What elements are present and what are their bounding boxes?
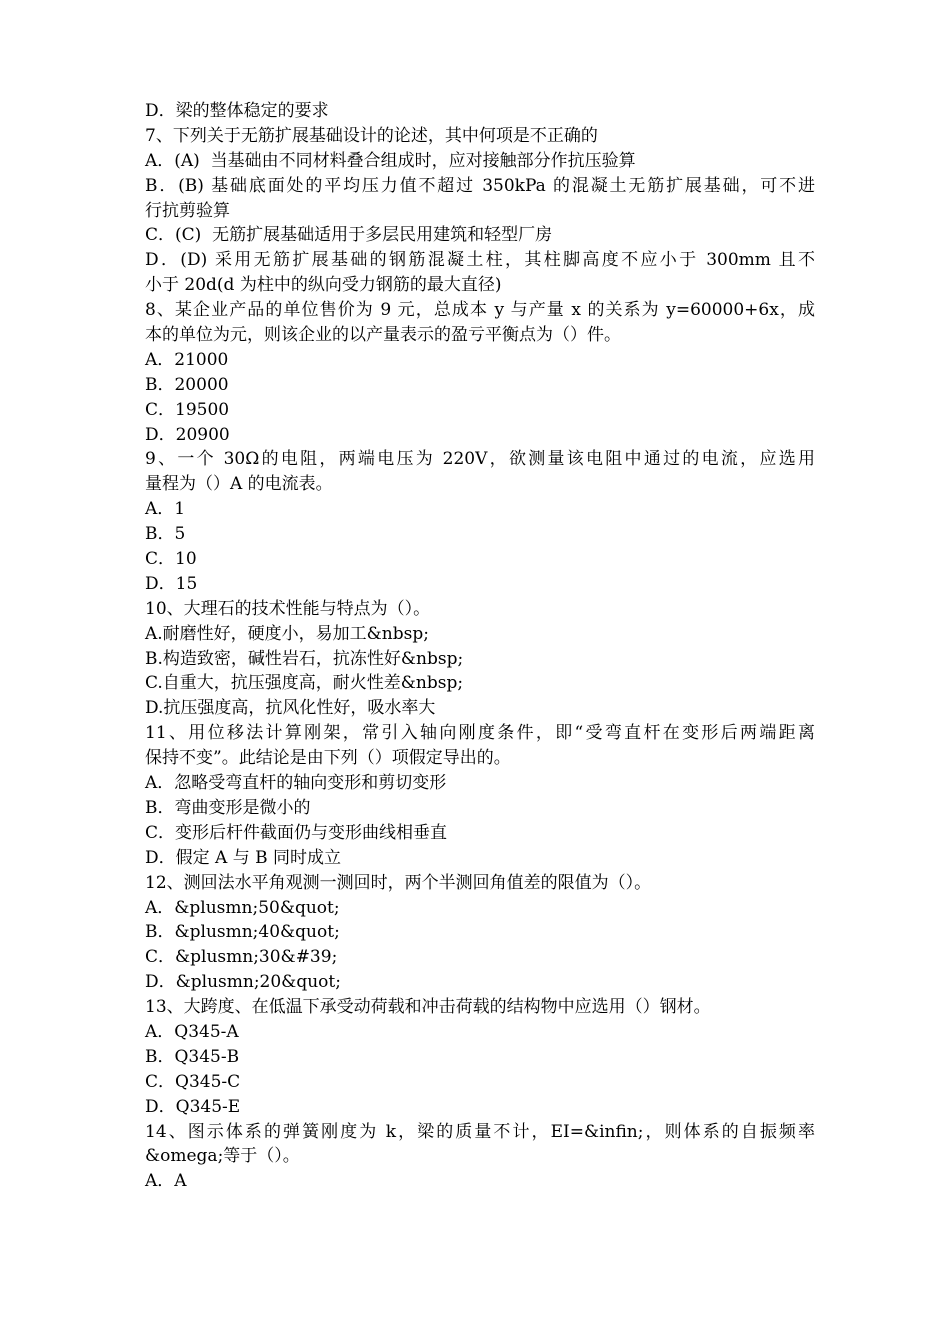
text-line: D.抗压强度高，抗风化性好，吸水率大 — [145, 698, 436, 719]
text-line: 本的单位为元，则该企业的以产量表示的盈亏平衡点为（）件。 — [145, 325, 621, 346]
text-line: &omega;等于（）。 — [145, 1146, 300, 1167]
text-line: D．15 — [145, 573, 198, 594]
text-line: A.耐磨性好，硬度小，易加工&nbsp; — [145, 623, 429, 644]
question-13-stem: 13、大跨度、在低温下承受动荷载和冲击荷载的结构物中应选用（）钢材。 — [145, 997, 711, 1018]
text-line: A．Q345-A — [145, 1021, 239, 1042]
text-line: 量程为（）A 的电流表。 — [145, 474, 333, 495]
text-line: D．Q345-E — [145, 1096, 241, 1117]
question-11-stem: 11、用位移法计算刚架，常引入轴向刚度条件，即“受弯直杆在变形后两端距离 — [145, 723, 815, 744]
question-12-stem: 12、测回法水平角观测一测回时，两个半测回角值差的限值为（）。 — [145, 872, 652, 893]
text-line: D．假定 A 与 B 同时成立 — [145, 847, 342, 868]
text-line: 保持不变”。此结论是由下列（）项假定导出的。 — [145, 748, 511, 769]
text-line: B．20000 — [145, 374, 229, 395]
text-line: A．&plusmn;50&quot; — [145, 897, 340, 918]
text-line: D．&plusmn;20&quot; — [145, 972, 341, 993]
text-line: B．&plusmn;40&quot; — [145, 922, 340, 943]
text-line: C．变形后杆件截面仍与变形曲线相垂直 — [145, 822, 448, 843]
text-line: A．A — [145, 1171, 187, 1192]
question-7-stem: 7、下列关于无筋扩展基础设计的论述，其中何项是不正确的 — [145, 125, 598, 146]
text-line: A．忽略受弯直杆的轴向变形和剪切变形 — [145, 773, 447, 794]
text-line: B．Q345-B — [145, 1046, 240, 1067]
text-line: A．1 — [145, 499, 186, 520]
text-line: A．(A) 当基础由不同材料叠合组成时，应对接触部分作抗压验算 — [145, 150, 636, 171]
question-10-stem: 10、大理石的技术性能与特点为（）。 — [145, 598, 431, 619]
question-9-stem: 9、一个 30Ω的电阻，两端电压为 220V，欲测量该电阻中通过的电流，应选用 — [145, 449, 815, 470]
text-line: A．21000 — [145, 349, 229, 370]
text-line: C．19500 — [145, 399, 230, 420]
text-line: C．(C) 无筋扩展基础适用于多层民用建筑和轻型厂房 — [145, 225, 553, 246]
text-line: D．20900 — [145, 424, 230, 445]
question-8-stem: 8、某企业产品的单位售价为 9 元，总成本 y 与产量 x 的关系为 y=60000+6x，成 — [145, 300, 815, 321]
question-14-stem: 14、图示体系的弹簧刚度为 k，梁的质量不计，EI=&infin;，则体系的自振频率 — [145, 1121, 815, 1142]
text-line: 行抗剪验算 — [145, 200, 230, 221]
text-line: B．(B) 基础底面处的平均压力值不超过 350kPa 的混凝土无筋扩展基础，可不进 — [145, 175, 815, 196]
text-line: C．Q345-C — [145, 1071, 241, 1092]
text-line: C．&plusmn;30&#39; — [145, 947, 338, 968]
text-line: 小于 20d(d 为柱中的纵向受力钢筋的最大直径) — [145, 275, 502, 296]
text-line: D．(D) 采用无筋扩展基础的钢筋混凝土柱，其柱脚高度不应小于 300mm 且不 — [145, 250, 815, 271]
text-line: D．梁的整体稳定的要求 — [145, 101, 329, 121]
text-line: C．10 — [145, 549, 197, 570]
text-line: C.自重大，抗压强度高，耐火性差&nbsp; — [145, 673, 464, 694]
text-line: B．5 — [145, 524, 186, 545]
text-line: B.构造致密，碱性岩石，抗冻性好&nbsp; — [145, 648, 464, 669]
text-line: B．弯曲变形是微小的 — [145, 797, 311, 818]
exam-question-text — [145, 99, 815, 1194]
